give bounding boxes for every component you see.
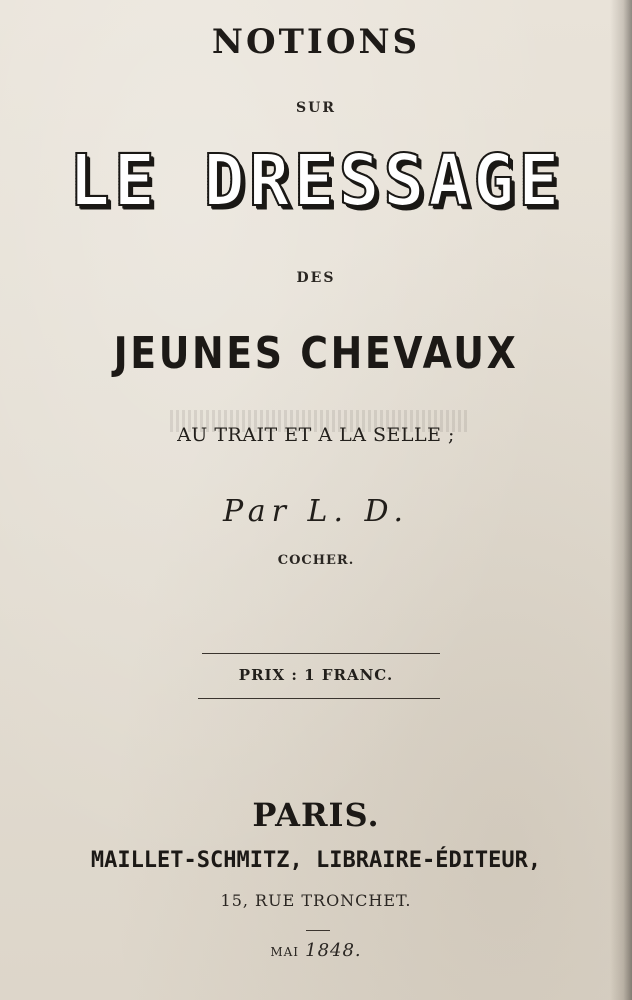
imprint-address: 15, RUE TRONCHET. — [220, 891, 412, 910]
page-edge-shadow — [610, 0, 632, 1000]
date-rule — [306, 930, 330, 931]
imprint-publisher: MAILLET-SCHMITZ, LIBRAIRE-ÉDITEUR, — [90, 848, 542, 873]
author-role: COCHER. — [277, 553, 355, 568]
subtitle-au-trait: AU TRAIT ET A LA SELLE ; — [177, 424, 455, 446]
imprint-date — [0, 940, 632, 961]
author-line: Par L. D. — [222, 494, 410, 529]
title-notions: NOTIONS — [211, 22, 421, 62]
price-rule-top — [202, 653, 440, 654]
date-month: MAI — [270, 945, 300, 959]
price-rule-bottom — [198, 698, 440, 699]
title-jeunes-chevaux: JEUNES CHEVAUX — [113, 328, 519, 379]
imprint-city: PARIS. — [252, 796, 380, 834]
title-des: DES — [296, 270, 336, 286]
price-line: PRIX : 1 FRANC. — [238, 666, 394, 684]
date-year: 1848. — [305, 940, 362, 961]
title-sur: SUR — [296, 100, 336, 116]
title-le-dressage: LE DRESSAGE — [20, 140, 612, 223]
